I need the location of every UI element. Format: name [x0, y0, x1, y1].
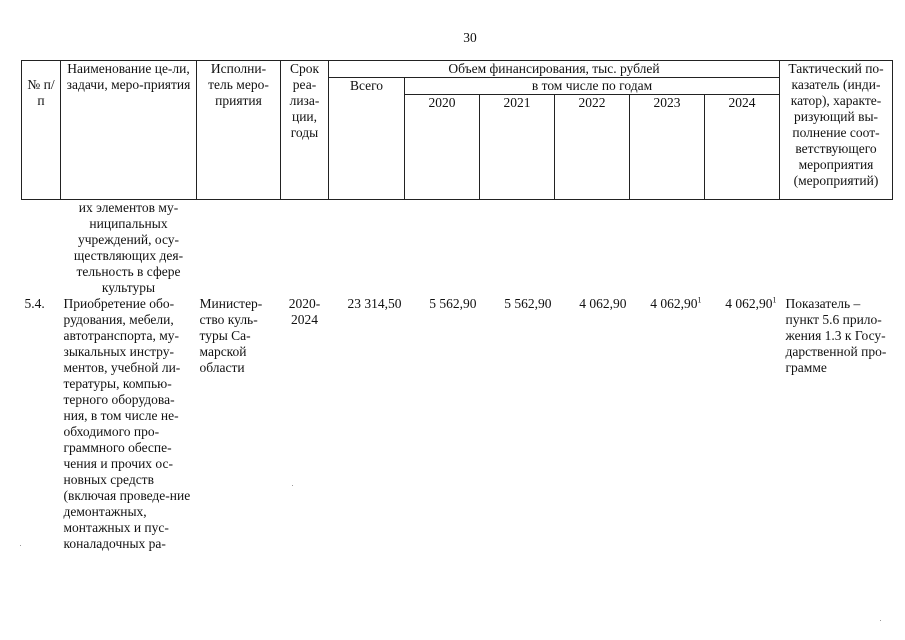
row-name: Приобретение обо-рудования, мебели, автотранспорта, му-зыкальных инстру-ментов, учебной ли-тературы, компью-терного оборудова-ния, в том числе не-обходимого про-граммного обеспе-чения и прочих ос-новных средств (включая проведе-ние демонтажных, монтажных и пус-коналадочных ра-: [63, 296, 191, 551]
header-executor: Исполни-тель меро-приятия: [197, 61, 281, 200]
header-total: Всего: [329, 78, 405, 200]
row-number: 5.4.: [24, 296, 45, 311]
row-2023: 4 062,90$^1$: [650, 295, 702, 311]
header-name: Наименование це-ли, задачи, меро-приятия: [61, 61, 197, 200]
header-year-2023: 2023: [630, 95, 705, 200]
row-2020: 5 562,90: [429, 296, 477, 311]
table-row: [22, 296, 893, 552]
scan-speck: [880, 620, 881, 621]
scan-speck: [20, 545, 21, 546]
continuation-row: [22, 200, 893, 297]
footnote-mark-2024: 1: [772, 295, 777, 305]
page-number: 30: [463, 30, 477, 45]
footnote-mark-2023: 1: [697, 295, 702, 305]
header-funding-title: Объем финансирования, тыс. рублей: [329, 61, 780, 78]
row-executor: Министер-ство куль-туры Са-марской области: [199, 296, 263, 375]
row-indicator: Показатель – пункт 5.6 прило-жения 1.3 к Госу-дарственной про-грамме: [785, 296, 887, 375]
row-2021: 5 562,90: [504, 296, 552, 311]
header-year-2022: 2022: [555, 95, 630, 200]
header-year-2021: 2021: [480, 95, 555, 200]
row-2024: 4 062,90$^1$: [725, 295, 777, 311]
header-term: Срок реа-лиза-ции, годы: [281, 61, 329, 200]
header-num: № п/п: [22, 61, 61, 200]
row-term: 2020-2024: [288, 296, 321, 327]
header-year-2020: 2020: [405, 95, 480, 200]
funding-table: [21, 60, 893, 552]
row-2022: 4 062,90: [579, 296, 627, 311]
header-year-2024: 2024: [705, 95, 780, 200]
row-total: 23 314,50: [347, 296, 402, 311]
continuation-text: их элементов му-ниципальных учреждений, осу-ществляющих дея-тельность в сфере культуры: [73, 200, 184, 295]
header-indicator: Тактический по-казатель (инди-катор), характе-ризующий вы-полнение соот-ветствующего мероприятия (мероприятий): [780, 61, 893, 200]
scan-speck: [292, 485, 293, 486]
header-by-years: в том числе по годам: [405, 78, 780, 95]
